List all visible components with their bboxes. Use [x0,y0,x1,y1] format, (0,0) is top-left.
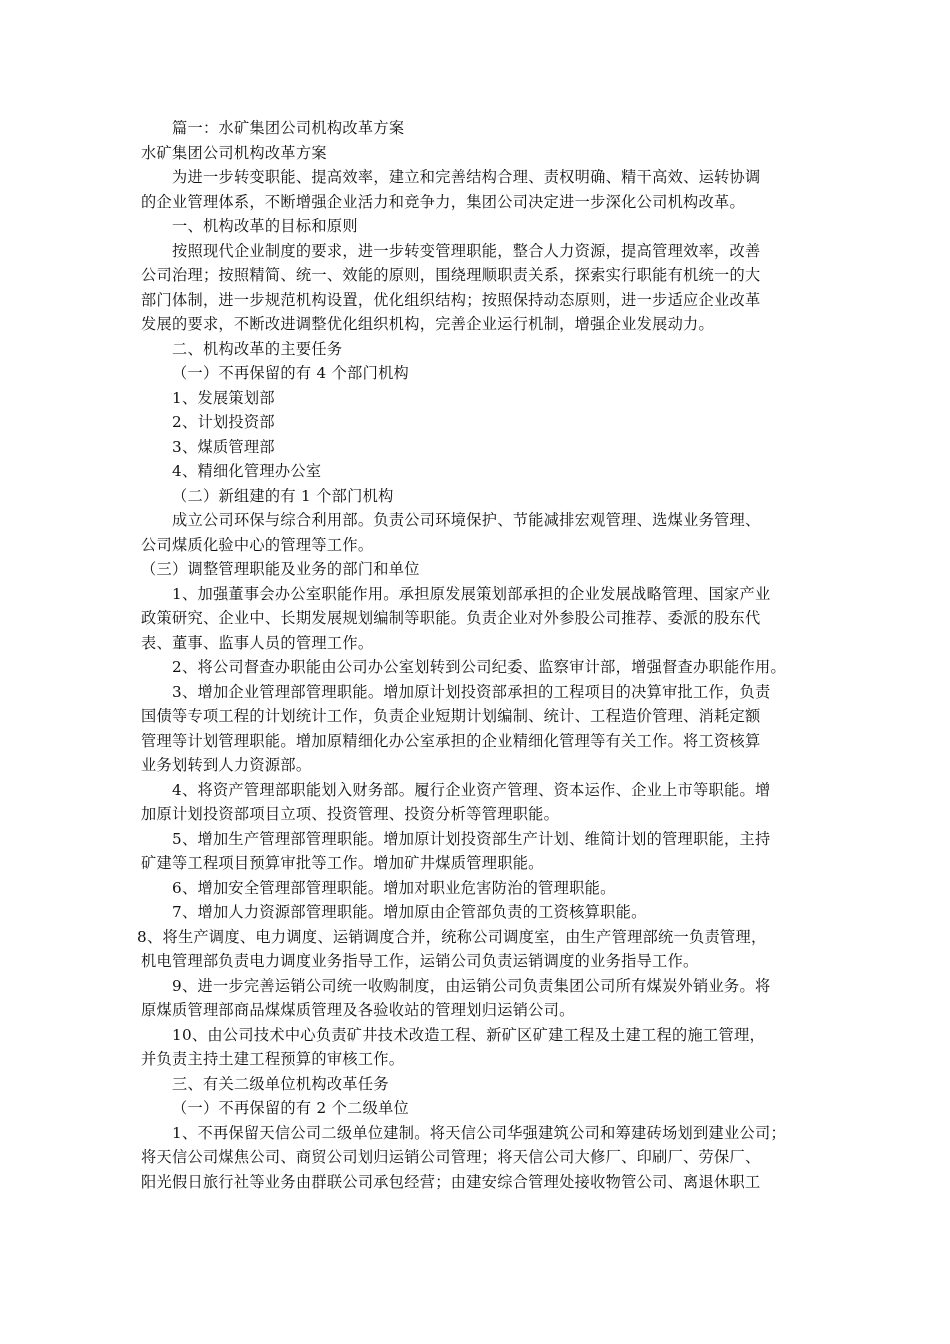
document-heading: 篇一：水矿集团公司机构改革方案 [172,119,405,137]
section-3-title: 三、有关二级单位机构改革任务 [172,1074,389,1093]
paragraph-item-9: 9、进一步完善运销公司统一收购制度，由运销公司负责集团公司所有煤炭外销业务。将 原煤质管理部商品煤煤质管理及各验收站的管理划归运销公司。 [141,976,771,1019]
paragraph-item-10: 10、由公司技术中心负责矿井技术改造工程、新矿区矿建工程及土建工程的施工管理， 并负责主持土建工程预算的审核工作。 [141,1025,765,1068]
removed-departments-list [141,386,813,484]
paragraph-item-2: 2、将公司督查办职能由公司办公室划转到公司纪委、监察审计部，增强督查办职能作用。 [172,658,786,676]
paragraph-item-5: 5、增加生产管理部管理职能。增加原计划投资部生产计划、维简计划的管理职能，主持 矿建等工程项目预算审批等工作。增加矿井煤质管理职能。 [141,829,771,872]
section-1-body: 按照现代企业制度的要求，进一步转变管理职能，整合人力资源，提高管理效率，改善 公司治理；按照精简、统一、效能的原则，围绕理顺职责关系，探索实行职能有机统一的大 部门体制，进一步规范机构设置，优化组织结构；按照保持动态原则，进一步适应企业改革 发展的要求，不断改进调整优化组织机构，完善企业运行机制，增强企业发展动力。 [141,241,761,333]
section-3-1-title: （一）不再保留的有 2 个二级单位 [172,1099,410,1117]
document-title: 水矿集团公司机构改革方案 [141,143,327,162]
section-3-1-paragraph: 1、不再保留天信公司二级单位建制。将天信公司华强建筑公司和筹建砖场划到建业公司； 将天信公司煤焦公司、商贸公司划归运销公司管理；将天信公司大修厂、印刷厂、劳保厂、 阳光假日旅行社等业务由群联公司承包经营；由建安综合管理处接收物管公司、离退休职工 [141,1123,786,1191]
paragraph-item-4: 4、将资产管理部职能划入财务部。履行企业资产管理、资本运作、企业上市等职能。增 加原计划投资部项目立项、投资管理、投资分析等管理职能。 [141,780,771,823]
paragraph-item-7: 7、增加人力资源部管理职能。增加原由企管部负责的工资核算职能。 [172,903,647,921]
section-2-1-title: （一）不再保留的有 4 个部门机构 [172,364,410,382]
section-2-2-title: （二）新组建的有 1 个部门机构 [172,486,394,505]
intro-paragraph: 为进一步转变职能、提高效率，建立和完善结构合理、责权明确、精干高效、运转协调 的企业管理体系，不断增强企业活力和竞争力，集团公司决定进一步深化公司机构改革。 [141,168,761,211]
list-item: 3、煤质管理部 [172,437,275,456]
section-2-3-title: （三）调整管理职能及业务的部门和单位 [141,560,420,578]
paragraph-item-6: 6、增加安全管理部管理职能。增加对职业危害防治的管理职能。 [172,878,616,897]
paragraph-item-8: 8、将生产调度、电力调度、运销调度合并，统称公司调度室，由生产管理部统一负责管理， 机电管理部负责电力调度业务指导工作，运销公司负责运销调度的业务指导工作。 [137,927,767,970]
section-2-2-body: 成立公司环保与综合利用部。负责公司环境保护、节能减排宏观管理、选煤业务管理、 公司煤质化验中心的管理等工作。 [141,511,761,554]
list-item: 4、精细化管理办公室 [172,462,322,480]
list-item: 1、发展策划部 [172,388,275,407]
paragraph-item-1: 1、加强董事会办公室职能作用。承担原发展策划部承担的企业发展战略管理、国家产业 政策研究、企业中、长期发展规划编制等职能。负责企业对外参股公司推荐、委派的股东代 表、董事、监事人员的管理工作。 [141,584,771,652]
list-item: 2、计划投资部 [172,413,275,431]
section-1-title: 一、机构改革的目标和原则 [172,217,358,235]
section-2-title: 二、机构改革的主要任务 [172,339,343,358]
paragraph-item-3: 3、增加企业管理部管理职能。增加原计划投资部承担的工程项目的决算审批工作，负责 国债等专项工程的计划统计工作，负责企业短期计划编制、统计、工程造价管理、消耗定额 管理等计划管理职能。增加原精细化办公室承担的企业精细化管理等有关工作。将工资核算 业务划转到人力资源部。 [141,682,771,774]
document-page [137,116,813,1194]
